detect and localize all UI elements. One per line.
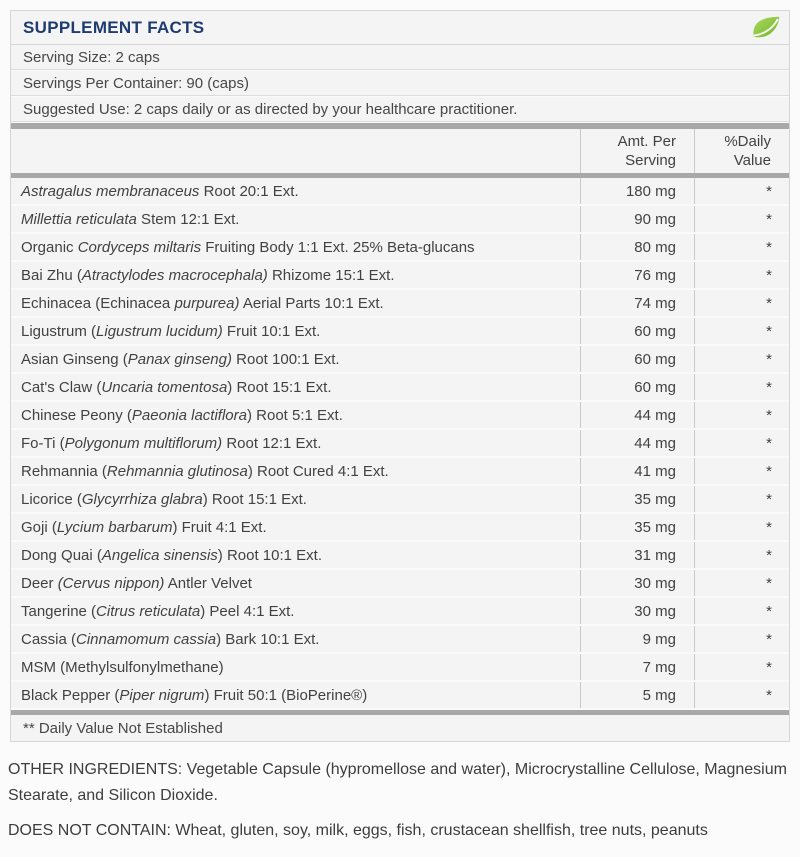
daily-value: * (766, 322, 772, 340)
amount-value: 41 mg (634, 462, 676, 480)
ingredient-name-segment: ) Root 5:1 Ext. (246, 406, 343, 424)
ingredient-name-segment: Astragalus membranaceus (21, 182, 200, 200)
panel-title: SUPPLEMENT FACTS (23, 17, 205, 37)
other-ingredients-text: OTHER INGREDIENTS: Vegetable Capsule (hypromellose and water), Microcrystalline Cellulose, Magnesium Stearate, and Silicon Dioxide. (8, 761, 787, 804)
daily-value: * (766, 350, 772, 368)
ingredient-name-segment: Chinese Peony ( (21, 406, 132, 424)
table-row (11, 430, 789, 458)
daily-value: * (766, 266, 772, 284)
ingredient-name-cell (11, 654, 580, 680)
daily-value: * (766, 378, 772, 396)
ingredient-name-segment: Millettia reticulata (21, 210, 137, 228)
daily-value-cell (694, 598, 789, 624)
ingredient-name-cell (11, 402, 580, 428)
table-row (11, 458, 789, 486)
amount-cell (580, 430, 694, 456)
amount-value: 9 mg (642, 630, 676, 648)
ingredient-name-segment: Panax ginseng) (127, 350, 232, 368)
amount-value: 180 mg (625, 182, 676, 200)
table-row (11, 206, 789, 234)
amount-cell (580, 262, 694, 288)
ingredient-name-segment: (Cervus nippon) (57, 574, 165, 592)
daily-value-header-line1: %Daily (724, 133, 771, 150)
daily-value: * (766, 686, 772, 704)
table-row (11, 598, 789, 626)
daily-value-cell (694, 178, 789, 204)
ingredient-name-cell (11, 626, 580, 652)
ingredient-name-segment: ) Root 15:1 Ext. (202, 490, 307, 508)
supplement-facts-label (0, 10, 800, 844)
ingredient-name-segment: Angelica sinensis (101, 546, 218, 564)
daily-value: * (766, 546, 772, 564)
daily-value-cell (694, 374, 789, 400)
info-row (11, 97, 789, 122)
info-row (11, 71, 789, 96)
daily-value-cell (694, 206, 789, 232)
ingredient-name-segment: purpurea) (174, 294, 240, 312)
ingredient-name-cell (11, 542, 580, 568)
daily-value-cell (694, 682, 789, 708)
info-row-text: Servings Per Container: 90 (caps) (23, 74, 249, 92)
ingredient-name-segment: Antler Velvet (164, 574, 252, 592)
table-header (11, 129, 789, 173)
ingredient-name-cell (11, 262, 580, 288)
daily-value: * (766, 434, 772, 452)
ingredient-name-cell (11, 178, 580, 204)
amount-cell (580, 654, 694, 680)
ingredient-name-segment: Citrus reticulata (96, 602, 201, 620)
daily-value: * (766, 462, 772, 480)
ingredient-name-segment: Fo-Ti ( (21, 434, 65, 452)
daily-value: * (766, 518, 772, 536)
daily-value: * (766, 210, 772, 228)
amount-value: 60 mg (634, 350, 676, 368)
amount-value: 7 mg (642, 658, 676, 676)
table-row (11, 514, 789, 542)
table-row (11, 346, 789, 374)
ingredient-name-segment: Cordyceps miltaris (77, 238, 202, 256)
ingredient-name-segment: Cinnamomum cassia (76, 630, 217, 648)
ingredient-name-segment: ) Root 10:1 Ext. (217, 546, 322, 564)
ingredient-name-segment: Uncaria tomentosa (101, 378, 228, 396)
ingredient-name-segment: Bai Zhu ( (21, 266, 82, 284)
ingredient-name-segment: Polygonum multiflorum) (64, 434, 223, 452)
ingredient-name-cell (11, 346, 580, 372)
ingredient-name-segment: Rehmannia glutinosa (106, 462, 248, 480)
daily-value: * (766, 182, 772, 200)
amount-value: 35 mg (634, 518, 676, 536)
daily-value: * (766, 238, 772, 256)
daily-value: * (766, 658, 772, 676)
daily-value-cell (694, 626, 789, 652)
daily-value: * (766, 490, 772, 508)
amount-value: 80 mg (634, 238, 676, 256)
table-row (11, 318, 789, 346)
amount-value: 76 mg (634, 266, 676, 284)
table-body (11, 178, 789, 710)
amount-value: 44 mg (634, 434, 676, 452)
amount-value: 44 mg (634, 406, 676, 424)
amount-cell (580, 570, 694, 596)
ingredient-name-segment: Ligustrum ( (21, 322, 97, 340)
ingredient-name-segment: Root 12:1 Ext. (222, 434, 322, 452)
daily-value-cell (694, 346, 789, 372)
table-row (11, 178, 789, 206)
amount-cell (580, 682, 694, 708)
ingredient-name-segment: MSM (Methylsulfonylmethane) (21, 658, 224, 676)
amount-value: 60 mg (634, 378, 676, 396)
amount-cell (580, 178, 694, 204)
leaf-icon (751, 15, 781, 40)
does-not-contain-text: DOES NOT CONTAIN: Wheat, gluten, soy, milk, eggs, fish, crustacean shellfish, tree nuts, peanuts (8, 822, 708, 839)
ingredient-name-segment: Ligustrum lucidum) (96, 322, 223, 340)
info-row-text: Serving Size: 2 caps (23, 48, 160, 66)
footnote-text: ** Daily Value Not Established (23, 719, 223, 737)
ingredient-name-segment: Tangerine ( (21, 602, 97, 620)
ingredient-name-segment: ) Fruit 4:1 Ext. (172, 518, 267, 536)
ingredient-name-segment: Rehmannia ( (21, 462, 107, 480)
ingredient-name-cell (11, 374, 580, 400)
panel-header (11, 11, 789, 45)
table-row (11, 654, 789, 682)
ingredient-name-segment: Goji ( (21, 518, 57, 536)
ingredient-name-cell (11, 570, 580, 596)
table-row (11, 486, 789, 514)
table-row (11, 626, 789, 654)
amount-cell (580, 206, 694, 232)
ingredient-name-segment: Glycyrrhiza glabra (81, 490, 203, 508)
daily-value: * (766, 294, 772, 312)
table-row (11, 290, 789, 318)
daily-value-cell (694, 514, 789, 540)
amount-cell (580, 514, 694, 540)
table-row (11, 682, 789, 710)
ingredient-name-segment: Organic (21, 238, 78, 256)
table-row (11, 570, 789, 598)
ingredient-name-segment: ) Bark 10:1 Ext. (216, 630, 320, 648)
amount-value: 90 mg (634, 210, 676, 228)
ingredient-name-segment: Root 20:1 Ext. (199, 182, 299, 200)
daily-value-cell (694, 262, 789, 288)
daily-value-cell (694, 402, 789, 428)
daily-value-cell (694, 458, 789, 484)
supplement-facts-panel (10, 10, 790, 742)
amount-header-line1: Amt. Per (617, 133, 676, 150)
amount-cell (580, 374, 694, 400)
daily-value-cell (694, 570, 789, 596)
daily-value: * (766, 630, 772, 648)
ingredient-name-segment: Piper nigrum (119, 686, 205, 704)
ingredient-name-cell (11, 234, 580, 260)
ingredient-name-segment: Lycium barbarum (56, 518, 173, 536)
info-rows (11, 45, 789, 122)
amount-cell (580, 290, 694, 316)
ingredient-name-segment: Rhizome 15:1 Ext. (267, 266, 395, 284)
ingredient-column-header (11, 129, 580, 173)
daily-value-cell (694, 654, 789, 680)
ingredient-name-cell (11, 458, 580, 484)
ingredient-name-segment: Stem 12:1 Ext. (136, 210, 240, 228)
info-row (11, 45, 789, 70)
ingredient-name-segment: Aerial Parts 10:1 Ext. (239, 294, 384, 312)
amount-value: 30 mg (634, 602, 676, 620)
info-row-text: Suggested Use: 2 caps daily or as directed by your healthcare practitioner. (23, 100, 518, 118)
amount-cell (580, 346, 694, 372)
ingredient-name-segment: Fruit 10:1 Ext. (222, 322, 321, 340)
ingredient-name-segment: Atractylodes macrocephala) (81, 266, 268, 284)
daily-value-cell (694, 290, 789, 316)
daily-value: * (766, 574, 772, 592)
daily-value-column-header (694, 129, 789, 173)
ingredient-name-segment: Cat's Claw ( (21, 378, 102, 396)
ingredient-name-segment: Asian Ginseng ( (21, 350, 128, 368)
footnote-row (11, 715, 789, 741)
amount-header-line2: Serving (625, 152, 676, 169)
table-row (11, 402, 789, 430)
amount-value: 60 mg (634, 322, 676, 340)
ingredient-name-cell (11, 290, 580, 316)
ingredient-name-cell (11, 318, 580, 344)
amount-value: 74 mg (634, 294, 676, 312)
daily-value-cell (694, 430, 789, 456)
amount-cell (580, 402, 694, 428)
ingredient-name-segment: Paeonia lactiflora (131, 406, 247, 424)
footer (0, 757, 800, 844)
ingredient-name-segment: Fruiting Body 1:1 Ext. 25% Beta-glucans (201, 238, 475, 256)
ingredient-name-cell (11, 430, 580, 456)
amount-cell (580, 486, 694, 512)
ingredient-name-segment: ) Root 15:1 Ext. (227, 378, 332, 396)
daily-value-header-line2: Value (733, 152, 771, 169)
amount-cell (580, 542, 694, 568)
ingredient-name-segment: Dong Quai ( (21, 546, 102, 564)
ingredient-name-segment: Root 100:1 Ext. (231, 350, 340, 368)
ingredient-name-cell (11, 486, 580, 512)
ingredient-name-segment: Licorice ( (21, 490, 82, 508)
daily-value-cell (694, 234, 789, 260)
amount-cell (580, 598, 694, 624)
daily-value-cell (694, 318, 789, 344)
ingredient-name-segment: ) Peel 4:1 Ext. (200, 602, 295, 620)
ingredient-name-cell (11, 682, 580, 708)
amount-value: 31 mg (634, 546, 676, 564)
amount-value: 30 mg (634, 574, 676, 592)
ingredient-name-segment: Echinacea (Echinacea (21, 294, 175, 312)
daily-value: * (766, 406, 772, 424)
ingredient-name-cell (11, 598, 580, 624)
ingredient-name-segment: Deer (21, 574, 58, 592)
table-row (11, 234, 789, 262)
amount-value: 35 mg (634, 490, 676, 508)
ingredient-name-cell (11, 206, 580, 232)
table-row (11, 542, 789, 570)
table-row (11, 262, 789, 290)
amount-cell (580, 234, 694, 260)
ingredient-name-segment: Black Pepper ( (21, 686, 120, 704)
ingredient-name-cell (11, 514, 580, 540)
amount-cell (580, 458, 694, 484)
daily-value: * (766, 602, 772, 620)
amount-cell (580, 318, 694, 344)
table-row (11, 374, 789, 402)
ingredient-name-segment: Cassia ( (21, 630, 77, 648)
amount-value: 5 mg (642, 686, 676, 704)
ingredient-name-segment: ) Fruit 50:1 (BioPerine®) (204, 686, 368, 704)
daily-value-cell (694, 542, 789, 568)
amount-column-header (580, 129, 694, 173)
ingredient-name-segment: ) Root Cured 4:1 Ext. (247, 462, 389, 480)
daily-value-cell (694, 486, 789, 512)
amount-cell (580, 626, 694, 652)
